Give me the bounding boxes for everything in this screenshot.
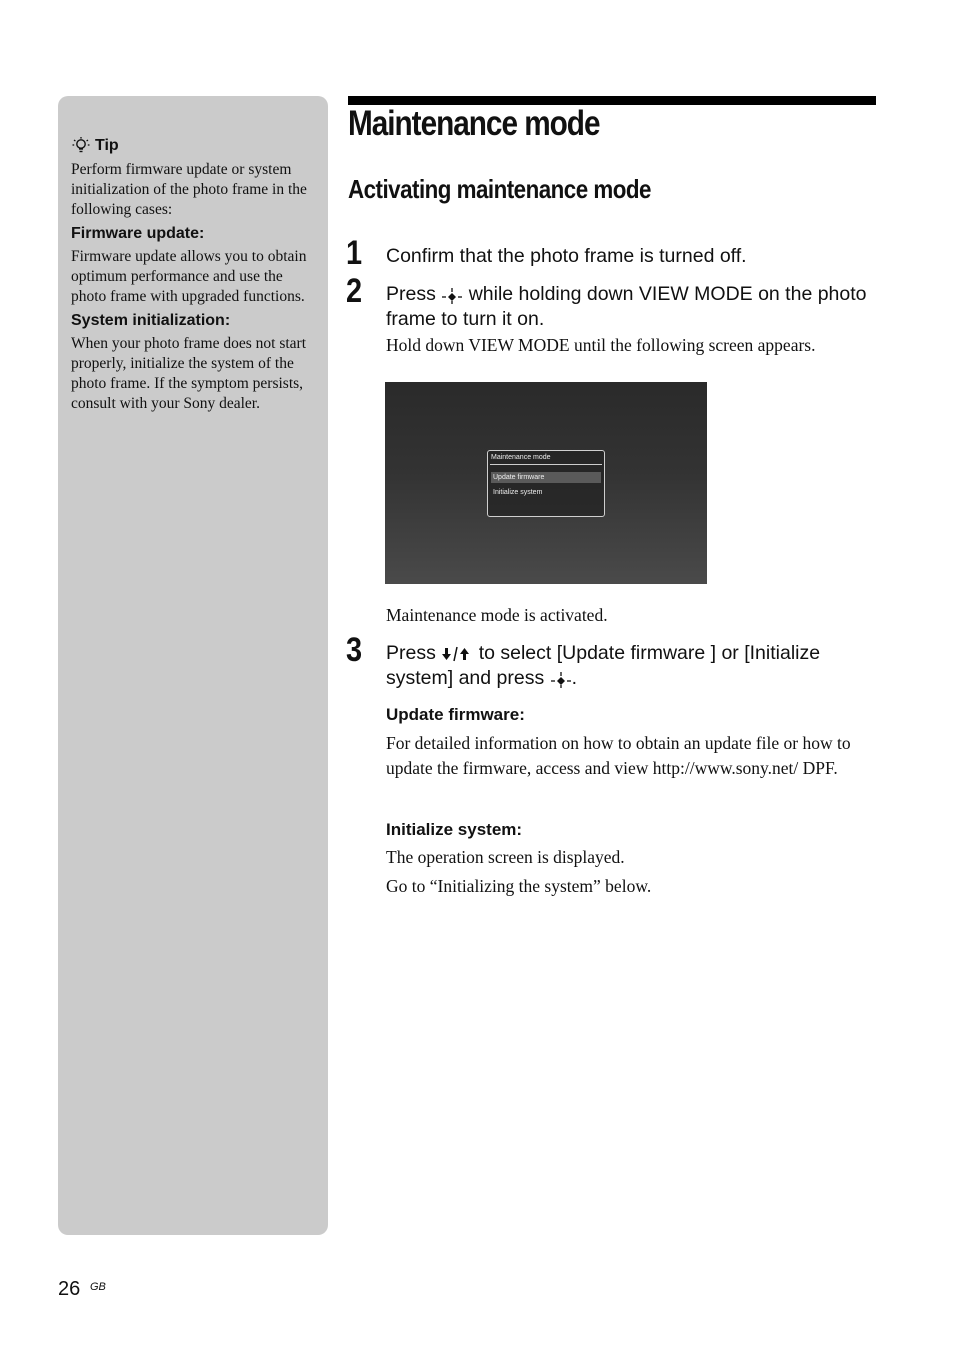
lightbulb-icon xyxy=(71,136,91,156)
menu-title: Maintenance mode xyxy=(491,454,551,461)
tip-label: Tip xyxy=(95,137,119,154)
step-1-number: 1 xyxy=(346,234,363,272)
initialize-system-line-1: The operation screen is displayed. xyxy=(386,847,625,867)
initialize-system-line-2: Go to “Initializing the system” below. xyxy=(386,876,652,896)
update-firmware-text: For detailed information on how to obtain an update file or how to update the firmware, access and view http://www.sony.net/ DPF. xyxy=(386,733,851,778)
maintenance-screen-image xyxy=(385,382,707,584)
step-2-number: 2 xyxy=(346,272,363,310)
step-2-note: Hold down VIEW MODE until the following screen appears. xyxy=(386,335,816,355)
page-language-code: GB xyxy=(90,1281,106,1293)
down-up-arrows-icon xyxy=(441,645,473,663)
activated-text: Maintenance mode is activated. xyxy=(386,605,608,625)
menu-item-initialize-system: Initialize system xyxy=(493,489,543,496)
section-title: Activating maintenance mode xyxy=(348,174,651,204)
step-3-text-a: Press xyxy=(386,642,436,664)
page-title: Maintenance mode xyxy=(348,104,600,143)
tip-intro: Perform firmware update or system initialization of the photo frame in the following cases: xyxy=(71,161,307,218)
update-firmware-heading: Update firmware: xyxy=(386,705,525,724)
step-2-text-a: Press xyxy=(386,283,436,305)
step-2-text-b: while holding down VIEW MODE on the photo frame to turn it on. xyxy=(386,283,867,330)
step-1-text: Confirm that the photo frame is turned off. xyxy=(386,245,747,267)
step-3-text-c: . xyxy=(571,667,578,689)
firmware-update-text: Firmware update allows you to obtain optimum performance and use the photo frame with upgraded functions. xyxy=(71,248,307,305)
firmware-update-heading: Firmware update: xyxy=(71,225,205,242)
enter-button-icon xyxy=(550,670,572,688)
system-init-heading: System initialization: xyxy=(71,312,231,329)
enter-button-icon xyxy=(441,286,463,304)
tip-header xyxy=(71,134,311,158)
initialize-system-heading: Initialize system: xyxy=(386,820,523,839)
system-init-text: When your photo frame does not start properly, initialize the system of the photo frame. If the symptom persists, consult with your Sony dealer. xyxy=(71,335,307,412)
tip-sidebar xyxy=(58,96,328,1235)
maintenance-menu xyxy=(487,450,605,517)
step-2-text xyxy=(386,282,876,332)
step-3-text-b: to select [Update firmware ] or [Initialize system] and press xyxy=(386,642,821,689)
menu-divider xyxy=(490,464,602,465)
page-number: 26 xyxy=(58,1278,81,1300)
step-3-number: 3 xyxy=(346,631,363,669)
menu-item-update-firmware: Update firmware xyxy=(491,472,601,483)
step-3-text xyxy=(386,641,876,691)
